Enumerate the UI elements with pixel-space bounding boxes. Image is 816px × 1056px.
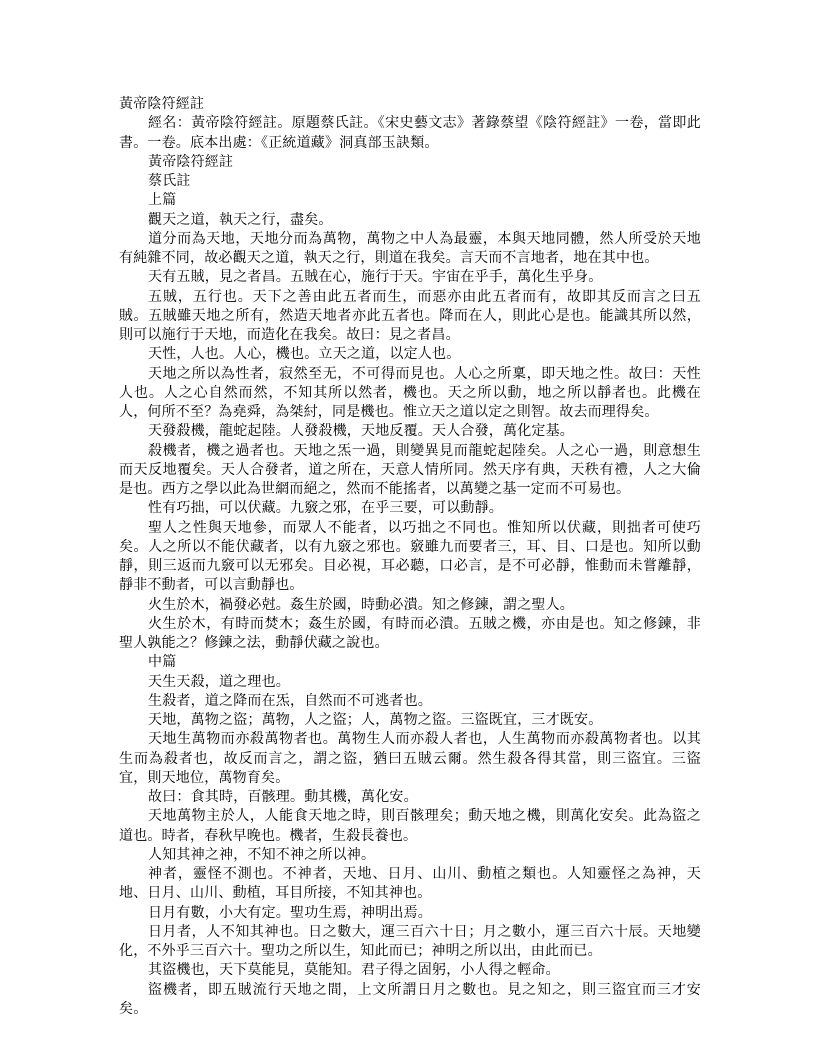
paragraph: 火生於木，禍發必尅。姦生於國，時動必潰。知之修鍊，謂之聖人。 (148, 596, 574, 613)
paragraph: 神者，靈怪不測也。不神者，天地、日月、山川、動植之類也。人知靈怪之為神，天地、日月、山川、動植，耳目所接，不知其神也。 (119, 866, 701, 902)
paragraph: 天性，人也。人心，機也。立天之道，以定人也。 (148, 346, 461, 363)
paragraph: 黃帝陰符經註 (148, 153, 234, 170)
paragraph: 火生於木，有時而焚木；姦生於國，有時而必潰。五賊之機，亦由是也。知之修鍊，非聖人孰能之？修鍊之法，動靜伏藏之說也。 (119, 615, 701, 651)
document-body (119, 114, 701, 1019)
paragraph: 聖人之性與天地參，而眾人不能者，以巧拙之不同也。惟知所以伏藏，則拙者可使巧矣。人之所以不能伏藏者，以有九竅之邪也。竅雖九而要者三，耳、目、口是也。知所以動靜，則三返而九竅可以无邪矣。目必視，耳必聽，口必言，是不可必靜，惟動而未嘗離靜，靜非不動者，可以言動靜也。 (119, 519, 701, 594)
paragraph: 日月有數，小大有定。聖功生焉，神明出焉。 (148, 904, 432, 921)
paragraph: 經名：黃帝陰符經註。原題蔡氏註。《宋史藝文志》著錄蔡望《陰符經註》一卷，當即此書。一卷。底本出處：《正統道藏》洞真部玉訣類。 (119, 115, 701, 151)
paragraph: 人知其神之神，不知不神之所以神。 (148, 846, 376, 863)
paragraph: 五賊，五行也。天下之善由此五者而生，而惡亦由此五者而有，故即其反而言之曰五賊。五賊雖天地之所有，然造天地者亦此五者也。降而在人，則此心是也。能識其所以然，則可以施行于天地，而造化在我矣。故曰：見之者昌。 (119, 288, 701, 343)
paragraph: 殺機者，機之過者也。天地之炁一過，則變異見而龍蛇起陸矣。人之心一過，則意想生而天反地覆矣。天人合發者，道之所在，天意人情所同。然天序有典，天秩有禮，人之大倫是也。西方之學以此為世網而絕之，然而不能搖者，以萬變之基一定而不可易也。 (119, 442, 701, 497)
document-title: 黃帝陰符經註 (119, 96, 205, 112)
paragraph: 天生天殺，道之理也。 (148, 673, 290, 690)
paragraph: 天發殺機，龍蛇起陸。人發殺機，天地反覆。天人合發，萬化定基。 (148, 423, 574, 440)
document-page (119, 95, 701, 1019)
paragraph: 上篇 (148, 192, 177, 209)
paragraph: 天地，萬物之盜；萬物，人之盜；人，萬物之盜。三盜既宜，三才既安。 (148, 712, 603, 728)
paragraph: 蔡氏註 (148, 173, 191, 189)
paragraph: 中篇 (148, 654, 177, 671)
paragraph: 日月者，人不知其神也。日之數大，運三百六十日；月之數小，運三百六十辰。天地變化，不外乎三百六十。聖功之所以生，知此而已；神明之所以出，由此而已。 (119, 923, 701, 959)
paragraph: 觀天之道，執天之行，盡矣。 (148, 211, 333, 228)
paragraph: 生殺者，道之降而在炁，自然而不可逃者也。 (148, 692, 432, 709)
paragraph: 盜機者，即五賊流行天地之間，上文所謂日月之數也。見之知之，則三盜宜而三才安矣。 (119, 981, 701, 1017)
paragraph: 其盜機也，天下莫能見，莫能知。君子得之固躬，小人得之輕命。 (148, 962, 560, 979)
paragraph: 天有五賊，見之者昌。五賊在心，施行于天。宇宙在乎手，萬化生乎身。 (148, 269, 603, 286)
paragraph: 天地萬物主於人，人能食天地之時，則百骸理矣；動天地之機，則萬化安矣。此為盜之道也。時者，春秋早晚也。機者，生殺長養也。 (119, 808, 701, 844)
paragraph: 天地之所以為性者，寂然至无，不可得而見也。人心之所稟，即天地之性。故曰：天性人也。人之心自然而然，不知其所以然者，機也。天之所以動，地之所以靜者也。此機在人，何所不至？為堯舜，為桀紂，同是機也。惟立天之道以定之則智。故去而理得矣。 (119, 365, 701, 420)
paragraph: 天地生萬物而亦殺萬物者也。萬物生人而亦殺人者也，人生萬物而亦殺萬物者也。以其生而為殺者也，故反而言之，謂之盜，猶曰五賊云爾。然生殺各得其當，則三盜宜。三盜宜，則天地位，萬物育矣。 (119, 731, 701, 786)
paragraph: 道分而為天地，天地分而為萬物，萬物之中人為最靈，本與天地同體，然人所受於天地有純雜不同，故必觀天之道，執天之行，則道在我矣。言天而不言地者，地在其中也。 (119, 230, 701, 266)
paragraph: 故曰：食其時，百骸理。動其機，萬化安。 (148, 789, 418, 805)
paragraph: 性有巧拙，可以伏藏。九竅之邪，在乎三要，可以動靜。 (148, 500, 503, 517)
